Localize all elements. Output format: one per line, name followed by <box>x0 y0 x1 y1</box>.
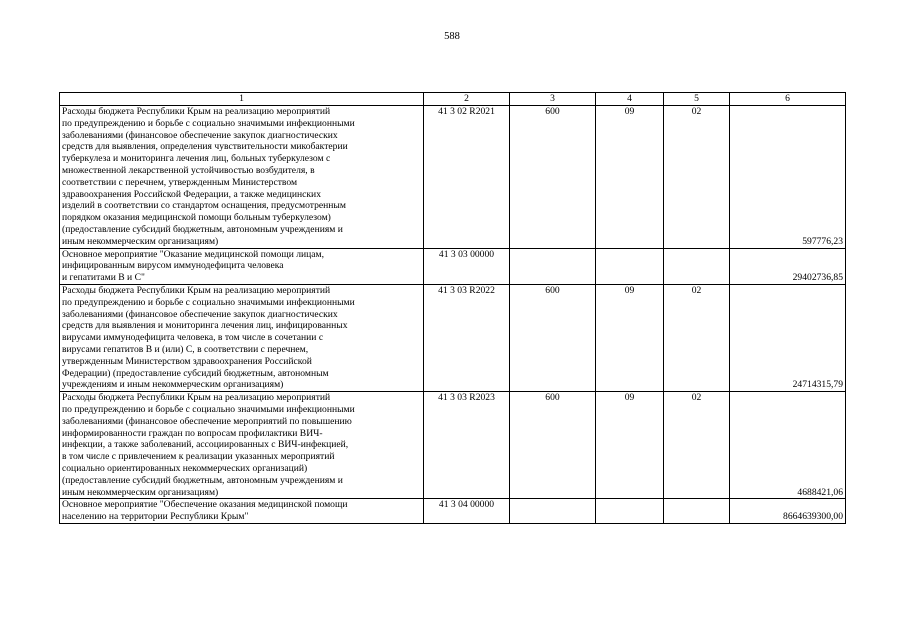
row-col5: 02 <box>664 392 730 499</box>
table-header-row <box>60 93 846 106</box>
row-code: 41 3 02 R2021 <box>424 106 510 249</box>
row-col3: 600 <box>510 284 596 391</box>
row-col4 <box>596 499 664 524</box>
row-amount: 597776,23 <box>730 106 846 249</box>
row-description: Расходы бюджета Республики Крым на реализацию мероприятий по предупреждению и борьбе с социально значимыми инфекционными заболеваниями (финансовое обеспечение мероприятий по повышению информированности граждан по вопросам профилактики ВИЧ- инфекции, а также заболеваний, ассоциированных с ВИЧ-инфекцией, в том числе с привлечением к реализации указанных мероприятий социально ориентированных некоммерческих организаций) (предоставление субсидий бюджетным, автономным учреждениям и иным некоммерческим организациям) <box>60 392 424 499</box>
row-code: 41 3 04 00000 <box>424 499 510 524</box>
row-code: 41 3 03 00000 <box>424 248 510 284</box>
row-code: 41 3 03 R2023 <box>424 392 510 499</box>
header-cell-2: 2 <box>424 93 510 106</box>
row-description: Основное мероприятие "Обеспечение оказания медицинской помощи населению на территории Республики Крым" <box>60 499 424 524</box>
header-cell-6: 6 <box>730 93 846 106</box>
row-code: 41 3 03 R2022 <box>424 284 510 391</box>
row-description: Расходы бюджета Республики Крым на реализацию мероприятий по предупреждению и борьбе с социально значимыми инфекционными заболеваниями (финансовое обеспечение закупок диагностических средств для выявления и мониторинга лечения лиц, инфицированных вирусами иммунодефицита человека, в том числе в сочетании с вирусами гепатитов В и (или) С, в соответствии с перечнем, утвержденным Министерством здравоохранения Российской Федерации) (предоставление субсидий бюджетным, автономным учреждениям и иным некоммерческим организациям) <box>60 284 424 391</box>
header-cell-5: 5 <box>664 93 730 106</box>
header-cell-4: 4 <box>596 93 664 106</box>
row-amount: 29402736,85 <box>730 248 846 284</box>
row-amount: 24714315,79 <box>730 284 846 391</box>
row-description: Расходы бюджета Республики Крым на реализацию мероприятий по предупреждению и борьбе с социально значимыми инфекционными заболеваниями (финансовое обеспечение закупок диагностических средств для выявления, определения чувствительности микобактерии туберкулеза и мониторинга лечения лиц, больных туберкулезом с множественной лекарственной устойчивостью возбудителя, в соответствии с перечнем, утвержденным Министерством здравоохранения Российской Федерации, а также медицинских изделий в соответствии со стандартом оснащения, предусмотренным порядком оказания медицинской помощи больным туберкулезом) (предоставление субсидий бюджетным, автономным учреждениям и иным некоммерческим организациям) <box>60 106 424 249</box>
row-description: Основное мероприятие "Оказание медицинской помощи лицам, инфицированным вирусом иммунодефицита человека и гепатитами В и С" <box>60 248 424 284</box>
table-row <box>60 499 846 524</box>
row-col5 <box>664 248 730 284</box>
row-col4: 09 <box>596 106 664 249</box>
row-col3: 600 <box>510 106 596 249</box>
row-amount: 4688421,06 <box>730 392 846 499</box>
row-col5: 02 <box>664 106 730 249</box>
row-col5: 02 <box>664 284 730 391</box>
table-row <box>60 106 846 249</box>
page-number: 588 <box>444 31 460 42</box>
row-col3: 600 <box>510 392 596 499</box>
row-amount: 8664639300,00 <box>730 499 846 524</box>
table-row <box>60 392 846 499</box>
header-cell-3: 3 <box>510 93 596 106</box>
row-col4 <box>596 248 664 284</box>
row-col5 <box>664 499 730 524</box>
row-col3 <box>510 248 596 284</box>
row-col3 <box>510 499 596 524</box>
budget-table <box>59 92 846 524</box>
table-row <box>60 284 846 391</box>
row-col4: 09 <box>596 284 664 391</box>
header-cell-1: 1 <box>60 93 424 106</box>
table-row <box>60 248 846 284</box>
row-col4: 09 <box>596 392 664 499</box>
